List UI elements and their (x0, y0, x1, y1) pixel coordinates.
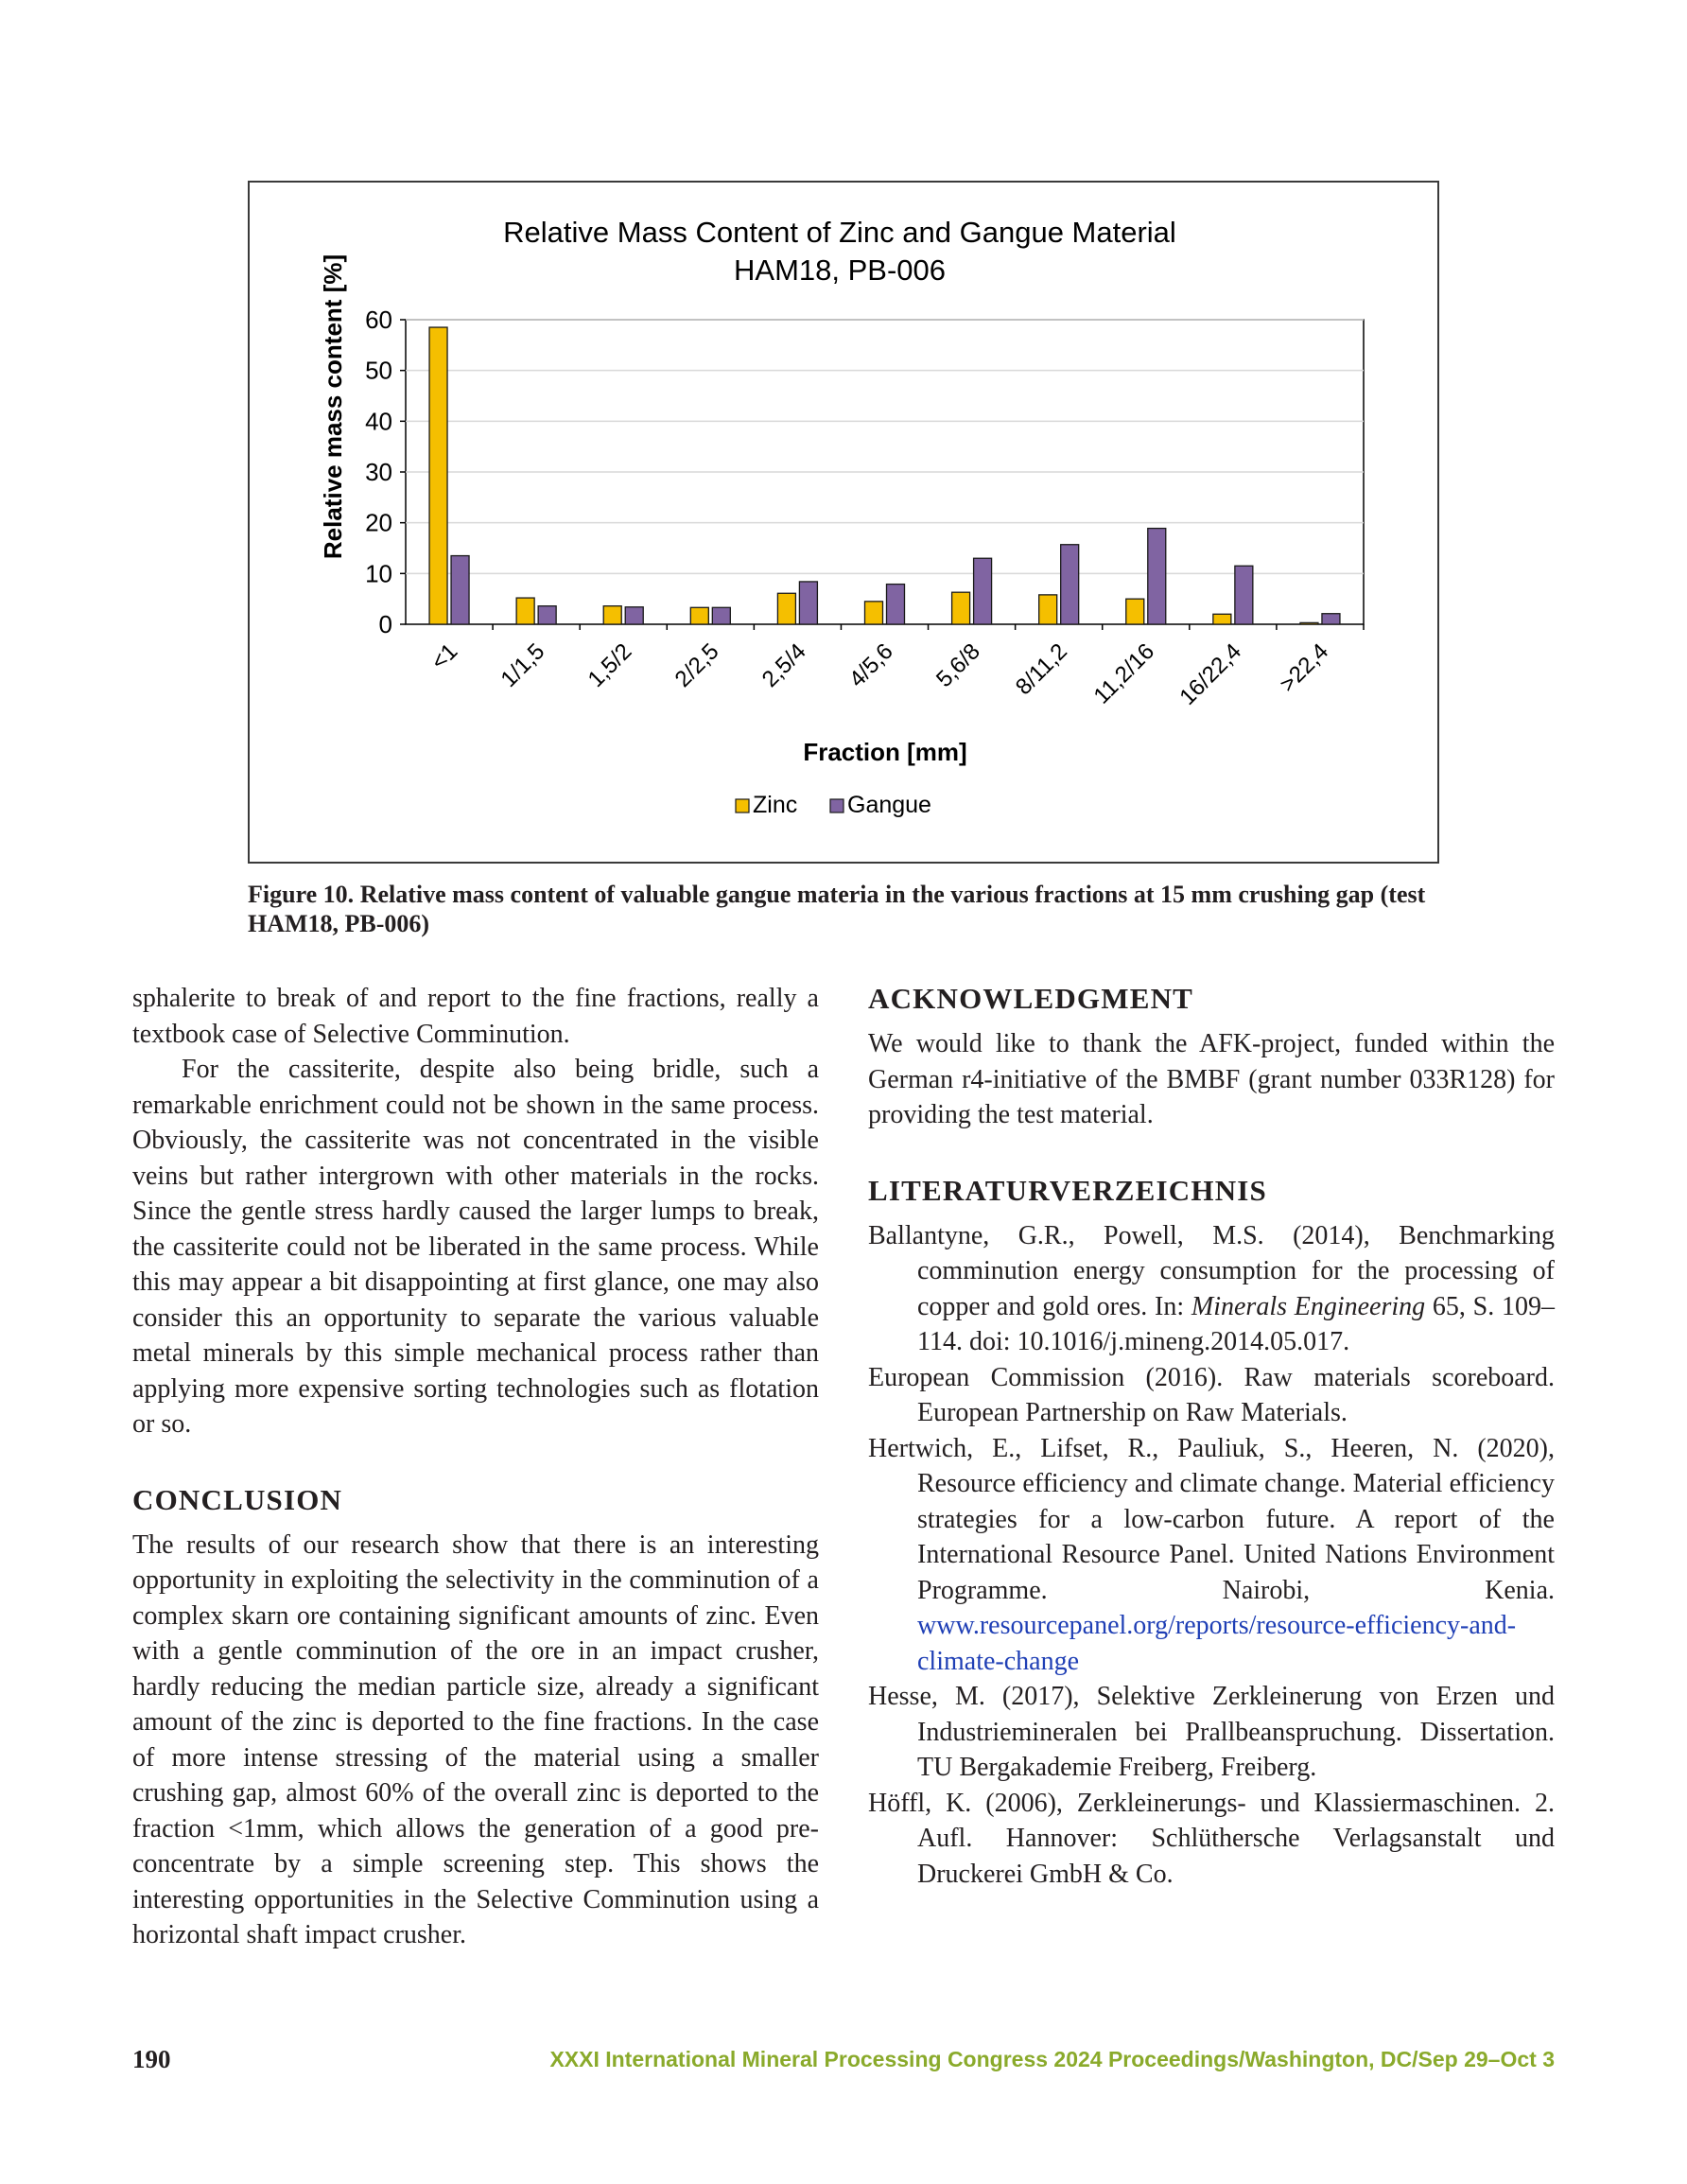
body-paragraph: For the cassiterite, despite also being bridle, such a remarkable enrichment could not be shown in the same process. Obviously, the cassiterite was not concentrated in the visible veins but rather intergrown with other materials in the rocks. Since the gentle stress hardly caused the larger lumps to break, the cassiterite could not be liberated in the same process. While this may appear a bit disappointing at first glance, one may also consider this an opportunity to separate the various valuable metal minerals by this simple mechanical process rather than applying more expensive sorting technologies such as flotation or so. (132, 1055, 819, 1439)
y-tick-label: 50 (365, 356, 392, 385)
zinc-bar (1126, 599, 1144, 624)
reference-item: Hesse, M. (2017), Selektive Zerkleinerung von Erzen und Industriemineralen bei Prallbeanspruchung. Dissertation. TU Bergakademie Freiberg, Freiberg. (868, 1682, 1555, 1782)
reference-text: Hertwich, E., Lifset, R., Pauliuk, S., Heeren, N. (2020), Resource efficiency and climate change. Material efficiency strategies for a low-carbon future. A report of the International Resource Panel. United Nations Environment Programme. Nairobi, Kenia. (868, 1433, 1555, 1605)
caption-label: Figure 10. (248, 881, 355, 908)
zinc-bar (516, 598, 534, 624)
zinc-bar (952, 592, 970, 624)
reference-link[interactable]: www.resourcepanel.org/reports/resource-efficiency-and-climate-change (917, 1611, 1517, 1676)
caption-text: Relative mass content of valuable gangue materia in the various fractions at 15 mm crushing gap (test HAM18, PB-006) (248, 881, 1426, 937)
x-tick-label: 5,6/8 (930, 638, 985, 692)
zinc-bar (1213, 614, 1231, 624)
conclusion-paragraph: The results of our research show that there is an interesting opportunity in exploiting the selectivity in the comminution of a complex skarn ore containing significant amounts of zinc. Even with a gentle comminution of the ore in an impact crusher, hardly reducing the median particle size, already a significant amount of the zinc is deported to the fine fractions. In the case of more intense stressing of the material using a smaller crushing gap, almost 60% of the overall zinc is deported to the fraction <1mm, which allows the generation of a good pre-concentrate by a simple screening step. This shows the interesting opportunities in the Selective Comminution using a horizontal shaft impact crusher. (132, 1529, 819, 1949)
zinc-legend-swatch (736, 799, 749, 812)
x-axis-label: Fraction [mm] (803, 738, 967, 766)
y-tick-label: 60 (365, 306, 392, 334)
y-tick-label: 0 (378, 610, 392, 638)
y-axis-label: Relative mass content [%] (319, 253, 347, 560)
gangue-legend-label: Gangue (847, 792, 931, 818)
x-tick-label: 2/2,5 (670, 638, 724, 692)
gangue-bar (1322, 614, 1340, 624)
y-tick-label: 10 (365, 559, 392, 588)
x-tick-label: 2,5/4 (757, 638, 811, 692)
zinc-bar (865, 602, 883, 624)
zinc-bar (690, 607, 708, 624)
gangue-bar (799, 582, 817, 624)
y-tick-label: 20 (365, 508, 392, 537)
chart-title: Relative Mass Content of Zinc and Gangue Material (503, 216, 1176, 249)
zinc-bar (1039, 595, 1057, 624)
journal-name: Minerals Engineering (1191, 1291, 1426, 1321)
gangue-bar (974, 558, 992, 624)
gangue-bar (887, 585, 905, 624)
zinc-bar (1300, 622, 1318, 624)
x-tick-label: 4/5,6 (844, 638, 898, 692)
reference-item: European Commission (2016). Raw materials scoreboard. European Partnership on Raw Materials. (868, 1362, 1555, 1427)
page-number: 190 (132, 2045, 171, 2073)
right-column (868, 981, 1555, 1892)
x-tick-label: >22,4 (1275, 638, 1334, 698)
conclusion-heading: CONCLUSION (132, 1482, 343, 1516)
bar-chart (250, 183, 1441, 865)
figure-caption (248, 880, 1439, 938)
gangue-bar (538, 606, 556, 624)
gangue-bar (1061, 545, 1079, 624)
gangue-bar (1148, 529, 1166, 624)
reference-item (868, 1218, 1555, 1360)
body-paragraph: sphalerite to break of and report to the fine fractions, really a textbook case of Selective Comminution. (132, 984, 819, 1049)
x-tick-label: 16/22,4 (1174, 638, 1247, 710)
reference-item (868, 1431, 1555, 1680)
reference-text: 65, S. 109–114. doi: 10.1016/j.mineng.2014.05.017. (917, 1291, 1555, 1356)
y-tick-label: 30 (365, 458, 392, 486)
acknowledgment-paragraph: We would like to thank the AFK-project, funded within the German r4-initiative of the BMBF (grant number 033R128) for providing the test material. (868, 1029, 1555, 1129)
zinc-bar (777, 593, 795, 624)
x-tick-label: 1,5/2 (583, 638, 637, 692)
y-tick-label: 40 (365, 407, 392, 436)
page-footer (132, 2045, 1555, 2083)
x-tick-label: <1 (426, 638, 463, 675)
x-tick-label: 8/11,2 (1010, 638, 1072, 701)
x-tick-label: 1/1,5 (496, 638, 550, 692)
reference-text: Ballantyne, G.R., Powell, M.S. (2014), Benchmarking comminution energy consumption for the processing of copper and gold ores. In: (868, 1220, 1555, 1321)
chart-subtitle: HAM18, PB-006 (734, 253, 946, 287)
references-heading: LITERATURVERZEICHNIS (868, 1173, 1267, 1207)
gangue-bar (625, 607, 643, 624)
proceedings-title: XXXI International Mineral Processing Congress 2024 Proceedings/Washington, DC/Sep 29–Oct 3 (549, 2047, 1555, 2071)
reference-item: Höffl, K. (2006), Zerkleinerungs- und Klassiermaschinen. 2. Aufl. Hannover: Schlüthersche Verlagsanstalt und Druckerei GmbH & Co. (868, 1788, 1555, 1889)
gangue-bar (712, 607, 730, 624)
zinc-bar (429, 327, 447, 624)
figure-frame (248, 181, 1439, 864)
x-tick-label: 11,2/16 (1088, 638, 1160, 709)
gangue-bar (1235, 566, 1253, 624)
zinc-legend-label: Zinc (753, 792, 798, 818)
left-column (132, 981, 819, 1953)
gangue-bar (451, 556, 469, 624)
zinc-bar (603, 606, 621, 624)
gangue-legend-swatch (830, 799, 844, 812)
acknowledgment-heading: ACKNOWLEDGMENT (868, 982, 1194, 1015)
